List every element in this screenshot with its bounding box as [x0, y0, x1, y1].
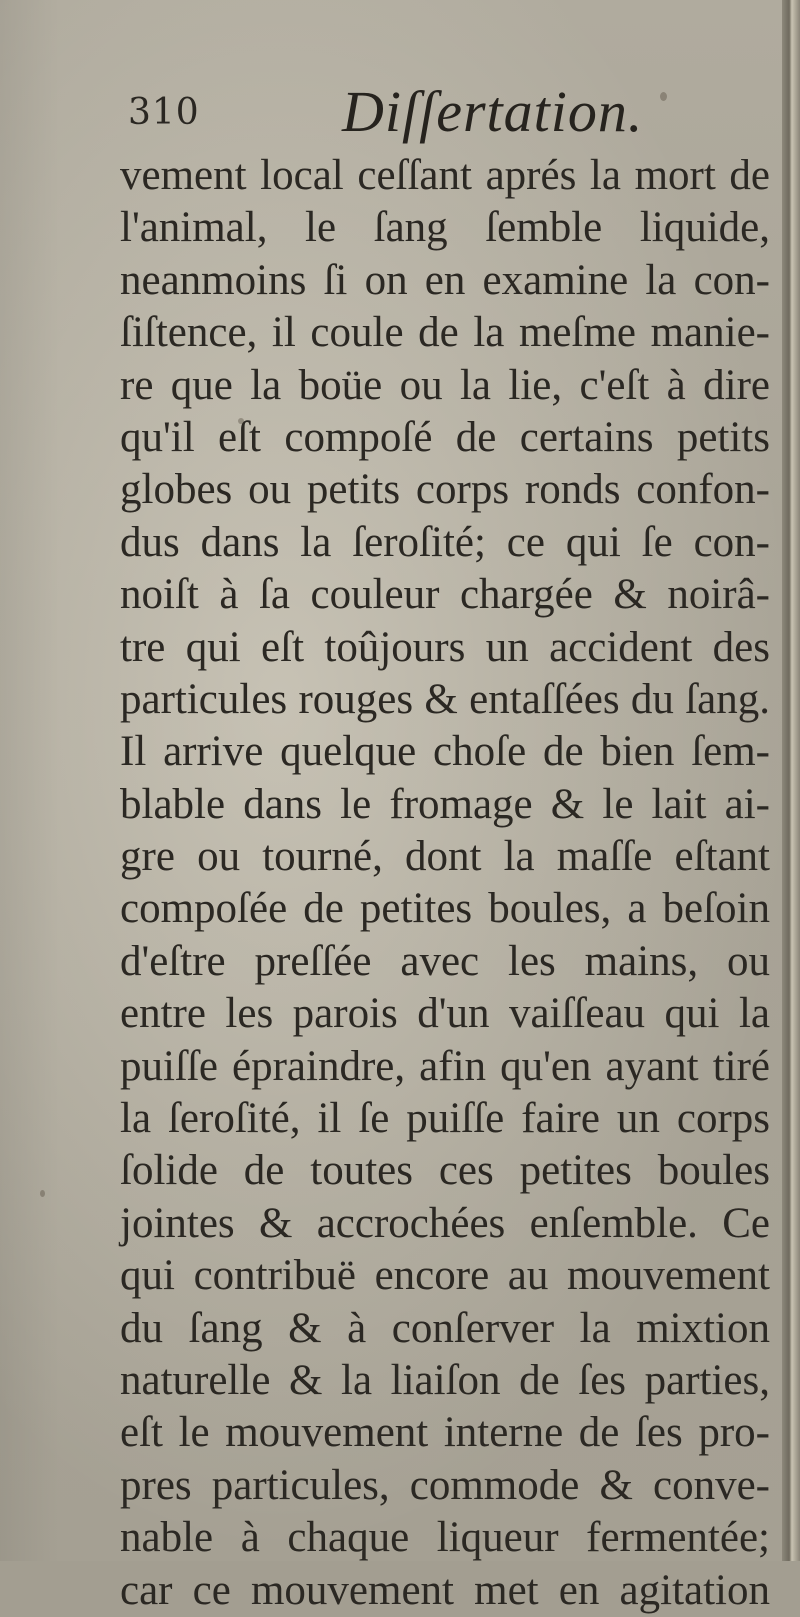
body-text: [120, 150, 770, 1617]
text-line: la ſeroſité, il ſe puiſſe faire un corps: [120, 1095, 770, 1143]
page-number: 310: [128, 92, 200, 133]
text-line: entre les parois d'un vaiſſeau qui la: [120, 990, 770, 1038]
text-line: noiſt à ſa couleur chargée & noirâ-: [120, 571, 770, 619]
paper-speck: [660, 92, 667, 101]
text-line: ſolide de toutes ces petites boules: [120, 1147, 770, 1195]
text-line: re que la boüe ou la lie, c'eſt à dire: [120, 361, 770, 409]
text-line: jointes & accrochées enſemble. Ce: [120, 1199, 770, 1247]
running-title: Diſſertation.: [342, 79, 644, 144]
text-line: globes ou petits corps ronds confon-: [120, 466, 770, 514]
text-line: tre qui eſt toûjours un accident des: [120, 623, 770, 671]
paper-speck: [238, 418, 244, 424]
text-line: particules rouges & entaſſées du ſang.: [120, 675, 770, 723]
text-line: gre ou tourné, dont la maſſe eſtant: [120, 833, 770, 881]
text-line: l'animal, le ſang ſemble liquide,: [120, 204, 770, 252]
text-line: car ce mouvement met en agitation: [120, 1566, 770, 1614]
text-line: naturelle & la liaiſon de ſes parties,: [120, 1356, 770, 1404]
text-line: du ſang & à conſerver la mixtion: [120, 1304, 770, 1352]
text-line: eſt le mouvement interne de ſes pro-: [120, 1409, 770, 1457]
text-line: compoſée de petites boules, a beſoin: [120, 885, 770, 933]
text-line: vement local ceſſant aprés la mort de: [120, 152, 770, 199]
text-line: pres particules, commode & conve-: [120, 1461, 770, 1509]
text-line: blable dans le fromage & le lait ai-: [120, 780, 770, 828]
text-line: qui contribuë encore au mouvement: [120, 1252, 770, 1300]
text-line: d'eſtre preſſée avec les mains, ou: [120, 937, 770, 985]
paper-speck: [40, 1190, 45, 1197]
text-line: qu'il eſt compoſé de certains petits: [120, 413, 770, 461]
text-line: dus dans la ſeroſité; ce qui ſe con-: [120, 518, 770, 566]
text-line: neanmoins ſi on en examine la con-: [120, 256, 770, 304]
page-shadow: [0, 0, 60, 1561]
text-line: Il arrive quelque choſe de bien ſem-: [120, 728, 770, 776]
page-header: [128, 78, 688, 148]
text-line: ſiſtence, il coule de la meſme manie-: [120, 309, 770, 357]
page-edge: [782, 0, 800, 1561]
text-line: nable à chaque liqueur fermentée;: [120, 1514, 770, 1562]
text-line: puiſſe épraindre, afin qu'en ayant tiré: [120, 1042, 770, 1090]
